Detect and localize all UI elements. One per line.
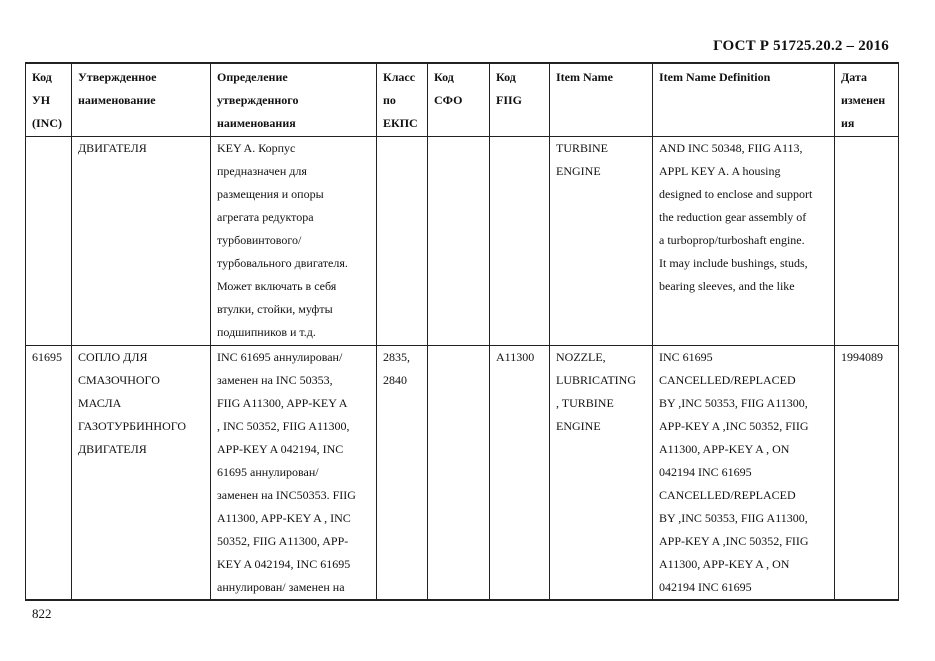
cell-definition: INC 61695 аннулирован/ заменен на INC 50353, FIIG A11300, APP-KEY A , INC 50352, FIIG A11300, APP-KEY A 042194, INC 61695 аннулирован/ заменен на INC50353. FIIG A11300, APP-KEY A , INC 50352, FIIG A11300, APP- KEY A 042194, INC 61695 аннулирован/ заменен на <box>211 346 377 601</box>
cell-fiig-code <box>490 137 550 346</box>
cell-item-name: TURBINE ENGINE <box>550 137 653 346</box>
cell-approved-name: СОПЛО ДЛЯ СМАЗОЧНОГО МАСЛА ГАЗОТУРБИННОГО ДВИГАТЕЛЯ <box>72 346 211 601</box>
cell-class <box>377 137 428 346</box>
column-header-item-name: Item Name <box>550 63 653 137</box>
cell-sfo-code <box>428 137 490 346</box>
table-row <box>26 346 899 601</box>
standard-code-header: ГОСТ Р 51725.20.2 – 2016 <box>713 38 889 54</box>
column-header-sfo-code: Код СФО <box>428 63 490 137</box>
cell-definition: KEY A. Корпус предназначен для размещения и опоры агрегата редуктора турбовинтового/ турбовального двигателя. Может включать в себя втулки, стойки, муфты подшипников и т.д. <box>211 137 377 346</box>
column-header-fiig-code: Код FIIG <box>490 63 550 137</box>
cell-item-name: NOZZLE, LUBRICATING , TURBINE ENGINE <box>550 346 653 601</box>
column-header-approved-name: Утвержденное наименование <box>72 63 211 137</box>
column-header-item-definition: Item Name Definition <box>653 63 835 137</box>
cell-sfo-code <box>428 346 490 601</box>
cell-inc: 61695 <box>26 346 72 601</box>
cell-fiig-code: A11300 <box>490 346 550 601</box>
table-row <box>26 137 899 346</box>
cell-change-date <box>835 137 899 346</box>
cell-inc <box>26 137 72 346</box>
column-header-class: Класс по ЕКПС <box>377 63 428 137</box>
catalog-table <box>25 62 899 601</box>
cell-change-date: 1994089 <box>835 346 899 601</box>
column-header-definition: Определение утвержденного наименования <box>211 63 377 137</box>
cell-item-definition: AND INC 50348, FIIG A113, APPL KEY A. A housing designed to enclose and support the reduction gear assembly of a turboprop/turboshaft engine. It may include bushings, studs, bearing sleeves, and the like <box>653 137 835 346</box>
cell-approved-name: ДВИГАТЕЛЯ <box>72 137 211 346</box>
cell-class: 2835, 2840 <box>377 346 428 601</box>
table-header-row <box>26 63 899 137</box>
column-header-change-date: Дата изменен ия <box>835 63 899 137</box>
cell-item-definition: INC 61695 CANCELLED/REPLACED BY ,INC 50353, FIIG A11300, APP-KEY A ,INC 50352, FIIG A11300, APP-KEY A , ON 042194 INC 61695 CANCELLED/REPLACED BY ,INC 50353, FIIG A11300, APP-KEY A ,INC 50352, FIIG A11300, APP-KEY A , ON 042194 INC 61695 <box>653 346 835 601</box>
page-number: 822 <box>32 606 52 621</box>
column-header-inc: Код УН (INC) <box>26 63 72 137</box>
